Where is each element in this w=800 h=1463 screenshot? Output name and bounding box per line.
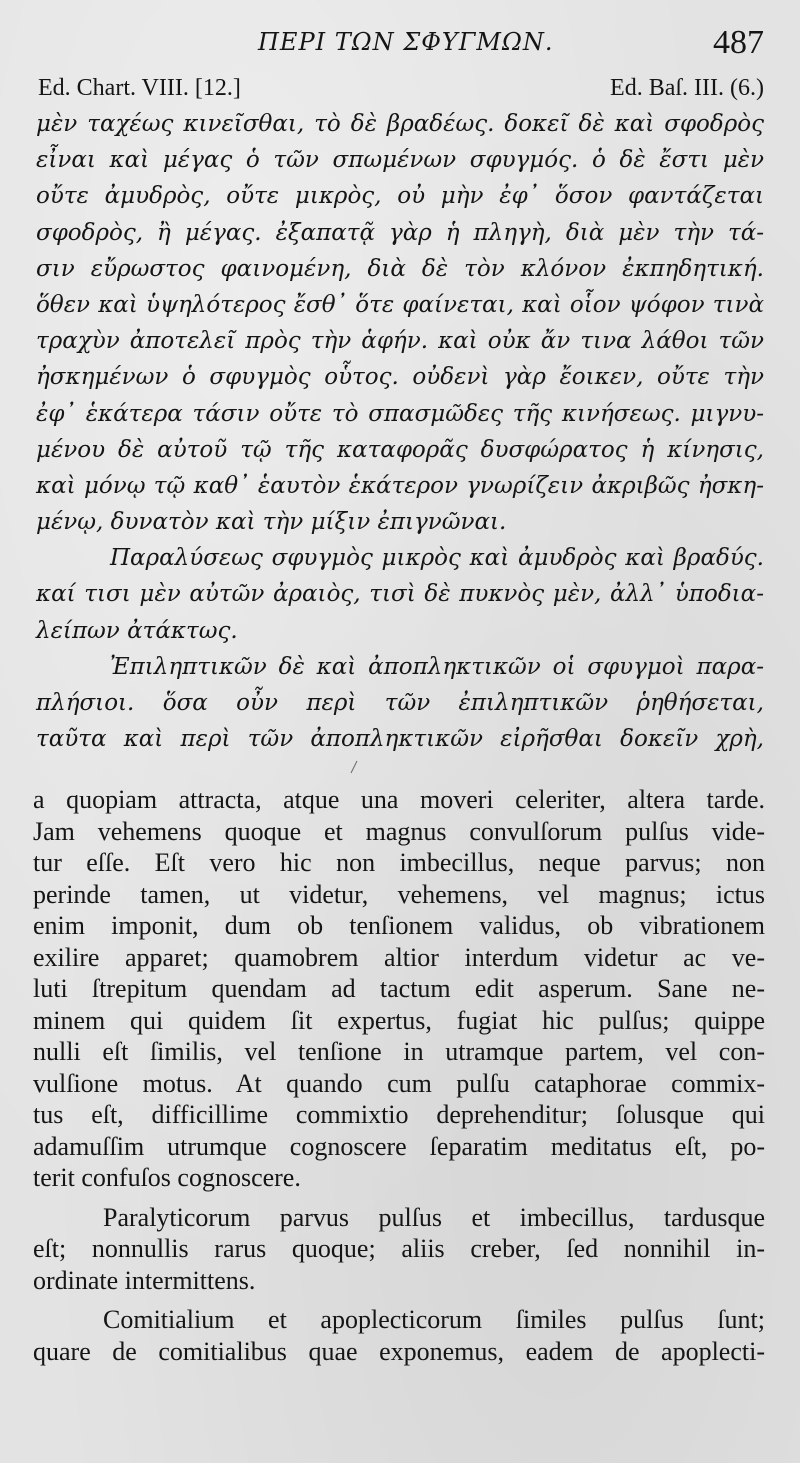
latin-line: nulli eſt ſimilis, vel tenſione in utramque partem, vel con- [33, 1037, 765, 1066]
latin-line: Paralyticorum parvus pulſus et imbecillus, tardusque [103, 1202, 765, 1232]
greek-line: Παραλύσεως σφυγμὸς μικρὸς καὶ ἀμυδρὸς καὶ βραδύς. [110, 545, 764, 572]
running-title: ΠΕΡΙ ΤΩΝ ΣΦΥΓΜΩΝ. [258, 28, 554, 56]
greek-line: Ἐπιληπτικῶν δὲ καὶ ἀποπληκτικῶν οἱ σφυγμοὶ παρα- [110, 653, 764, 680]
latin-line: adamuſſim utrumque cognoscere ſeparatim meditatus eſt, po- [33, 1131, 765, 1161]
greek-line: μένου δὲ αὐτοῦ τῷ τῆς καταφορᾶς δυσφώρατος ἡ κίνησις, [36, 436, 764, 463]
greek-line: εἶναι καὶ μέγας ὁ τῶν σπωμένων σφυγμός. ὁ δὲ ἔστι μὲν [36, 147, 764, 174]
column-separator-mark [348, 760, 360, 774]
latin-line: eſt; nonnullis rarus quoque; aliis creber, ſed nonnihil in- [33, 1234, 765, 1263]
greek-line: ὅθεν καὶ ὑψηλότερος ἔσθ᾽ ὅτε φαίνεται, καὶ οἷον ψόφον τινὰ [36, 291, 764, 318]
edition-reference-line [38, 75, 764, 107]
greek-text-column [36, 106, 764, 757]
paragraph-gap [33, 1194, 765, 1202]
greek-line: τραχὺν ἀποτελεῖ πρὸς τὴν ἁφήν. καὶ οὐκ ἄν τινα λάθοι τῶν [36, 328, 764, 355]
latin-paragraph-1 [33, 784, 765, 1194]
greek-line: ταῦτα καὶ περὶ τῶν ἀποπληκτικῶν εἰρῆσθαι δοκεῖν χρὴ, [36, 726, 764, 753]
greek-line: μένῳ, δυνατὸν καὶ τὴν μίξιν ἐπιγνῶναι. [36, 509, 507, 536]
greek-line: καί τισι μὲν αὐτῶν ἀραιὸς, τισὶ δὲ πυκνὸς μὲν, ἀλλ᾽ ὑποδια- [36, 581, 764, 608]
greek-line: καὶ μόνῳ τῷ καθ᾽ ἑαυτὸν ἑκάτερον γνωρίζειν ἀκριβῶς ἠσκη- [36, 472, 764, 499]
latin-line: luti ſtrepitum quendam ad tactum edit asperum. Sane ne- [33, 974, 765, 1003]
paragraph-gap [33, 1296, 765, 1304]
greek-paragraph-2 [36, 540, 764, 649]
edition-basel-reference: Ed. Baſ. III. (6.) [610, 75, 764, 101]
latin-line: terit confuſos cognoscere. [33, 1163, 301, 1192]
latin-line: a quopiam attracta, atque una moveri celeriter, altera tarde. [33, 785, 765, 814]
greek-line: μὲν ταχέως κινεῖσθαι, τὸ δὲ βραδέως. δοκεῖ δὲ καὶ σφοδρὸς [36, 111, 764, 137]
latin-line: vulſione motus. At quando cum pulſu cataphorae commix- [33, 1068, 765, 1098]
greek-line: σφοδρὸς, ἢ μέγας. ἐξαπατᾷ γὰρ ἡ πληγὴ, διὰ μὲν τὴν τά- [36, 219, 764, 246]
latin-line: perinde tamen, ut videtur, vehemens, vel magnus; ictus [33, 879, 765, 909]
running-head [0, 18, 800, 68]
edition-chartier-reference: Ed. Chart. VIII. [12.] [38, 75, 241, 101]
latin-line: Comitialium et apoplecticorum ſimiles pulſus ſunt; [103, 1305, 765, 1334]
greek-line: λείπων ἀτάκτως. [36, 617, 238, 644]
latin-line: enim imponit, dum ob tenſionem validus, ob vibrationem [33, 911, 765, 940]
latin-text-column [33, 784, 765, 1367]
greek-line: ἐφ᾽ ἑκάτερα τάσιν οὔτε τὸ σπασμῶδες τῆς κινήσεως. μιγνυ- [36, 400, 764, 427]
latin-line: Jam vehemens quoque et magnus convulſorum pulſus vide- [33, 816, 765, 846]
latin-line: tur eſſe. Eſt vero hic non imbecillus, neque parvus; non [33, 848, 765, 877]
greek-line: σιν εὔρωστος φαινομένη, διὰ δὲ τὸν κλόνον ἐκπηδητική. [36, 255, 764, 282]
latin-paragraph-2 [33, 1202, 765, 1297]
latin-line: minem qui quidem ſit expertus, fugiat hic pulſus; quippe [33, 1005, 765, 1035]
latin-line: quare de comitialibus quae exponemus, eadem de apoplecti- [33, 1336, 765, 1366]
greek-line: πλήσιοι. ὅσα οὖν περὶ τῶν ἐπιληπτικῶν ῥηθήσεται, [36, 690, 764, 716]
latin-paragraph-3 [33, 1304, 765, 1367]
greek-paragraph-1 [36, 106, 764, 540]
page-number: 487 [713, 24, 764, 61]
greek-line: ἠσκημένων ὁ σφυγμὸς οὗτος. οὐδενὶ γὰρ ἔοικεν, οὔτε τὴν [36, 364, 764, 391]
latin-line: tus eſt, difficillime commixtio deprehenditur; ſolusque qui [33, 1100, 765, 1129]
greek-paragraph-3 [36, 649, 764, 758]
latin-line: exilire apparet; quamobrem altior interdum videtur ac ve- [33, 942, 765, 972]
greek-line: οὔτε ἀμυδρὸς, οὔτε μικρὸς, οὐ μὴν ἐφ᾽ ὅσον φαντάζεται [36, 183, 764, 210]
latin-line: ordinate intermittens. [33, 1265, 256, 1295]
